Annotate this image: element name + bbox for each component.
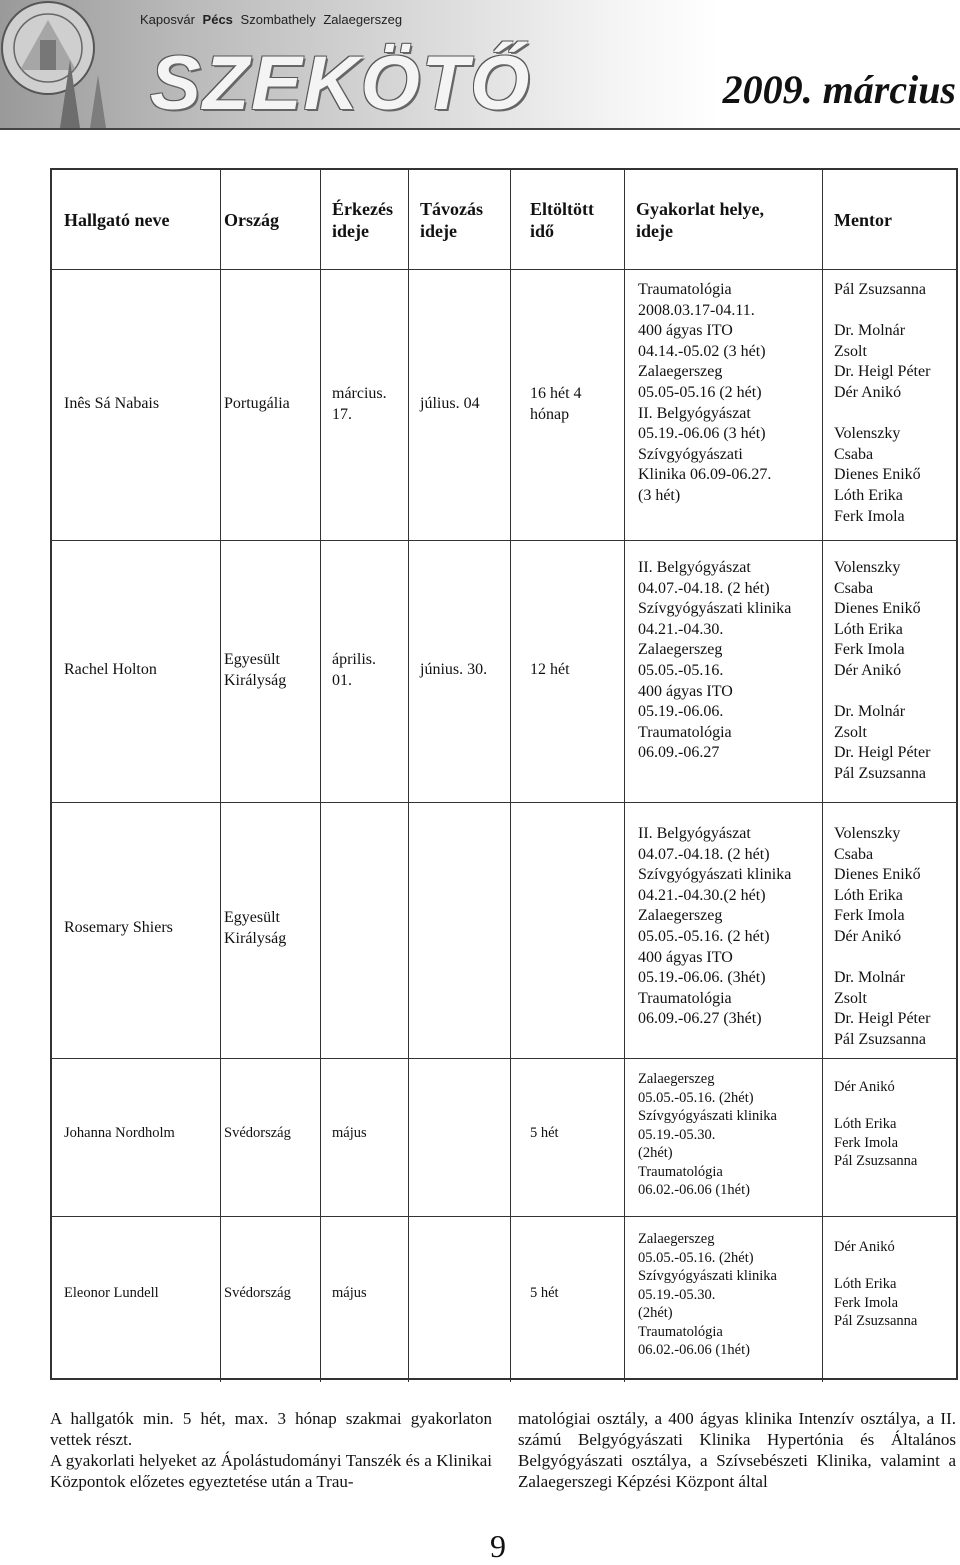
cities-line (140, 12, 406, 27)
cell-place: Traumatológia 2008.03.17-04.11. 400 ágyas ITO 04.14.-05.02 (3 hét) Zalaegerszeg 05.05-05.16 (2 hét) II. Belgyógyászat 05.19.-06.06 (3 hét) Szívgyógyászati Klinika 06.09-06.27. (3 hét) (638, 281, 772, 504)
col-divider (320, 170, 321, 1382)
cell-country: Egyesült Királyság (224, 651, 287, 689)
cell-mentor: Volenszky Csaba Dienes Enikő Lóth Erika Ferk Imola Dér Anikó Dr. Molnár Zsolt Dr. Heigl Péter Pál Zsuzsanna (834, 825, 931, 1048)
row-divider (52, 540, 956, 541)
cell-place: Zalaegerszeg 05.05.-05.16. (2hét) Szívgyógyászati klinika 05.19.-05.30. (2hét) Traumatológia 06.02.-06.06 (1hét) (638, 1231, 777, 1358)
row-divider (52, 1058, 956, 1059)
col-header-duration: Eltöltött idő (530, 199, 594, 241)
page-header (0, 0, 960, 130)
cell-country: Egyesült Királyság (224, 909, 287, 947)
cell-place: II. Belgyógyászat 04.07.-04.18. (2 hét) Szívgyógyászati klinika 04.21.-04.30. Zalaegerszeg 05.05.-05.16. 400 ágyas ITO 05.19.-06.06. Traumatológia 06.09.-06.27 (638, 559, 792, 762)
header-divider (0, 128, 960, 130)
footer-paragraph-left: A hallgatók min. 5 hét, max. 3 hónap szakmai gyakorlaton vettek részt. A gyakorlati helyeket az Ápolástudományi Tanszék és a Klinikai Központok előzetes egyeztetése után a Trau- (50, 1409, 492, 1491)
cell-duration: 12 hét (530, 661, 570, 678)
col-header-arrival: Érkezés ideje (332, 199, 393, 241)
cell-mentor: Pál Zsuzsanna Dr. Molnár Zsolt Dr. Heigl Péter Dér Anikó Volenszky Csaba Dienes Enikő Lóth Erika Ferk Imola (834, 281, 931, 525)
row-divider (52, 1216, 956, 1217)
col-divider (408, 170, 409, 1382)
page-number: 9 (490, 1528, 506, 1564)
city-zalaegerszeg: Zalaegerszeg (323, 12, 403, 27)
cell-duration: 5 hét (530, 1285, 559, 1301)
cell-arrival: március. 17. (332, 385, 387, 423)
issue-date: 2009. március (722, 67, 956, 112)
col-header-mentor: Mentor (834, 209, 892, 230)
cell-name: Rachel Holton (64, 661, 157, 678)
col-divider (510, 170, 511, 1382)
cell-mentor: Dér Anikó Lóth Erika Ferk Imola Pál Zsuzsanna (834, 1079, 918, 1169)
cell-arrival: május (332, 1125, 367, 1141)
col-divider (822, 170, 823, 1382)
cell-arrival: május (332, 1285, 367, 1301)
cell-place: II. Belgyógyászat 04.07.-04.18. (2 hét) Szívgyógyászati klinika 04.21.-04.30.(2 hét) Zalaegerszeg 05.05.-05.16. (2 hét) 400 ágyas ITO 05.19.-06.06. (3hét) Traumatológia 06.09.-06.27 (3hét) (638, 825, 792, 1028)
cell-name: Inês Sá Nabais (64, 395, 160, 412)
cell-mentor: Dér Anikó Lóth Erika Ferk Imola Pál Zsuzsanna (834, 1239, 918, 1329)
row-divider (52, 802, 956, 803)
university-seal (0, 0, 130, 128)
cell-name: Johanna Nordholm (64, 1125, 175, 1141)
cell-place: Zalaegerszeg 05.05.-05.16. (2hét) Szívgyógyászati klinika 05.19.-05.30. (2hét) Traumatológia 06.02.-06.06 (1hét) (638, 1071, 777, 1198)
cell-mentor: Volenszky Csaba Dienes Enikő Lóth Erika Ferk Imola Dér Anikó Dr. Molnár Zsolt Dr. Heigl Péter Pál Zsuzsanna (834, 559, 931, 782)
cell-name: Eleonor Lundell (64, 1285, 159, 1301)
col-divider (220, 170, 221, 1382)
col-header-country: Ország (224, 209, 279, 230)
col-header-name: Hallgató neve (64, 209, 170, 230)
students-table (50, 168, 958, 1380)
table-header-row (52, 170, 956, 270)
cell-name: Rosemary Shiers (64, 919, 173, 936)
cell-departure: június. 30. (420, 661, 488, 678)
city-pecs: Pécs (202, 12, 233, 27)
cell-duration: 5 hét (530, 1125, 559, 1141)
cell-country: Portugália (224, 395, 290, 412)
cell-country: Svédország (224, 1125, 291, 1141)
city-kaposvar: Kaposvár (140, 12, 195, 27)
cell-country: Svédország (224, 1285, 291, 1301)
footer-paragraph-right: matológiai osztály, a 400 ágyas klinika Intenzív osztálya, a II. számú Belgyógyászati Klinika Hypertónia és Általános Belgyógyászati osztálya, a Szívsebészeti Klinika, valamint a Zalaegerszegi Képzési Központ által (518, 1409, 956, 1491)
col-header-place: Gyakorlat helye, ideje (636, 199, 764, 241)
cell-duration: 16 hét 4 hónap (530, 385, 582, 423)
cell-departure: július. 04 (420, 395, 480, 412)
col-header-departure: Távozás ideje (420, 199, 483, 241)
newsletter-logo: SZEKÖTŐ (150, 41, 532, 126)
cell-arrival: április. 01. (332, 651, 376, 689)
city-szombathely: Szombathely (240, 12, 316, 27)
col-divider (624, 170, 625, 1382)
